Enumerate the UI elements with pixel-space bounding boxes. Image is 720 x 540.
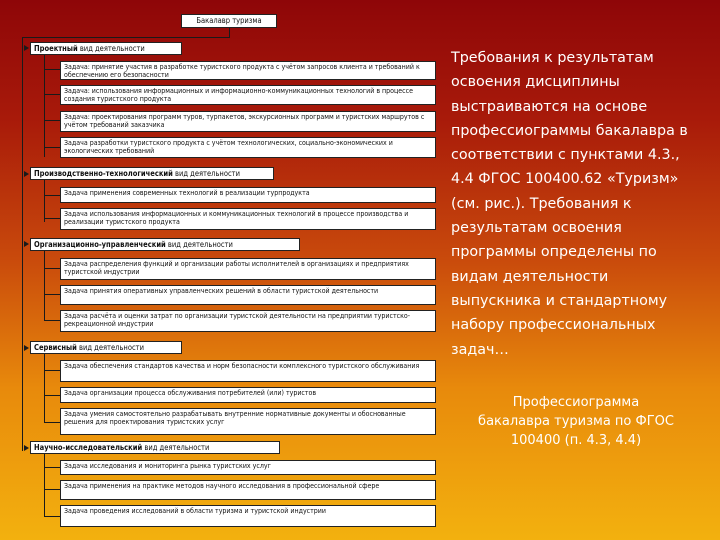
- arrow-cat-3: [24, 241, 29, 247]
- arrow-cat-1: [24, 45, 29, 51]
- task-2-1: [60, 187, 436, 203]
- task-5-1: [60, 460, 436, 475]
- category-box-service: [30, 341, 182, 354]
- connector-task-4-3: [44, 422, 60, 423]
- connector-task-5-3: [44, 516, 60, 517]
- sub-vertical-4: [44, 354, 45, 423]
- connector-task-2-2: [44, 218, 60, 219]
- task-3-3-text: Задача расчёта и оценки затрат по организации туристской деятельности на предприятии туристско-рекреационной индустрии: [64, 312, 411, 329]
- connector-main-vertical: [22, 37, 23, 451]
- diagram-caption: Профессиограмма бакалавра туризма по ФГОС 100400 (п. 4.3, 4.4): [478, 395, 674, 448]
- requirements-paragraph: Требования к результатам освоения дисциплины выстраиваются на основе профессиограммы бакалавра в соответствии с пунктами 4.3., 4.4 ФГОС 100400.62 «Туризм» (см. рис.). Требования к результатам освоения программы определены по видам деятельности выпускника и стандартному набору профессиональных задач…: [451, 50, 688, 358]
- sub-vertical-3: [44, 251, 45, 321]
- sub-vertical-5: [44, 454, 45, 517]
- task-5-2-text: Задача применения на практике методов научного исследования в профессиональной сфере: [64, 482, 380, 490]
- arrow-cat-5: [24, 445, 29, 451]
- arrow-cat-4: [24, 345, 29, 351]
- sub-vertical-1: [44, 55, 45, 157]
- category-2-bold: Производственно-технологический: [34, 169, 173, 178]
- task-2-2-text: Задача использования информационных и коммуникационных технологий в процессе производства и реализации туристского продукта: [64, 210, 409, 227]
- category-1-bold: Проектный: [34, 44, 78, 53]
- task-5-3: [60, 505, 436, 527]
- diagram-top-box: [181, 14, 277, 28]
- task-3-1: [60, 258, 436, 280]
- task-3-2-text: Задача принятия оперативных управленческих решений в области туристской деятельности: [64, 287, 379, 295]
- connector-task-1-4: [44, 147, 60, 148]
- task-2-1-text: Задача применения современных технологий в реализации турпродукта: [64, 189, 310, 197]
- connector-task-4-2: [44, 395, 60, 396]
- task-1-1-text: Задача: принятие участия в разработке туристского продукта с учётом запросов клиента и требований к обеспечению его безопасности: [64, 63, 420, 80]
- category-4-rest: вид деятельности: [76, 343, 144, 352]
- category-5-rest: вид деятельности: [142, 443, 210, 452]
- category-box-project: [30, 42, 182, 55]
- category-box-production: [30, 167, 274, 180]
- task-3-2: [60, 285, 436, 305]
- task-4-1-text: Задача обеспечения стандартов качества и норм безопасности комплексного туристского обслуживания: [64, 362, 420, 370]
- connector-task-1-2: [44, 94, 60, 95]
- connector-task-3-3: [44, 320, 60, 321]
- task-3-1-text: Задача распределения функций и организации работы исполнителей в организациях и предприятиях туристской индустрии: [64, 260, 409, 277]
- connector-task-2-1: [44, 195, 60, 196]
- task-1-2-text: Задача: использования информационных и информационно-коммуникационных технологий в процессе создания туристского продукта: [64, 87, 413, 104]
- diagram-top-label: Бакалавр туризма: [196, 16, 262, 25]
- category-box-management: [30, 238, 300, 251]
- category-1-rest: вид деятельности: [77, 44, 145, 53]
- connector-task-5-1: [44, 467, 60, 468]
- category-4-bold: Сервисный: [34, 343, 77, 352]
- task-3-3: [60, 310, 436, 332]
- connector-task-1-3: [44, 120, 60, 121]
- task-4-3-text: Задача умения самостоятельно разрабатывать внутренние нормативные документы и обоснованные решения для проектирования туристских услуг: [64, 410, 406, 427]
- connector-top: [229, 28, 230, 37]
- task-4-2: [60, 387, 436, 403]
- connector-task-3-2: [44, 294, 60, 295]
- task-1-4-text: Задача разработки туристского продукта с учётом технологических, социально-экономических и экологических требований: [64, 139, 393, 156]
- category-3-bold: Организационно-управленческий: [34, 240, 166, 249]
- category-5-bold: Научно-исследовательский: [34, 443, 143, 452]
- task-1-1: [60, 61, 436, 80]
- sub-vertical-2: [44, 180, 45, 222]
- task-4-3: [60, 408, 436, 435]
- task-4-2-text: Задача организации процесса обслуживания потребителей (или) туристов: [64, 389, 317, 397]
- task-1-3: [60, 111, 436, 132]
- category-box-research: [30, 441, 280, 454]
- connector-task-1-1: [44, 69, 60, 70]
- task-5-1-text: Задача исследования и мониторинга рынка туристских услуг: [64, 462, 271, 470]
- task-4-1: [60, 360, 436, 382]
- connector-task-5-2: [44, 489, 60, 490]
- category-3-rest: вид деятельности: [165, 240, 233, 249]
- task-5-2: [60, 480, 436, 500]
- connector-main-horizontal: [22, 37, 230, 38]
- task-1-4: [60, 137, 436, 158]
- task-2-2: [60, 208, 436, 230]
- task-1-3-text: Задача: проектирования программ туров, турпакетов, экскурсионных программ и туристских маршрутов с учётом требований заказчика: [64, 113, 425, 130]
- connector-task-4-1: [44, 370, 60, 371]
- task-1-2: [60, 85, 436, 105]
- category-2-rest: вид деятельности: [172, 169, 240, 178]
- arrow-cat-2: [24, 171, 29, 177]
- task-5-3-text: Задача проведения исследований в области туризма и туристской индустрии: [64, 507, 326, 515]
- connector-task-3-1: [44, 268, 60, 269]
